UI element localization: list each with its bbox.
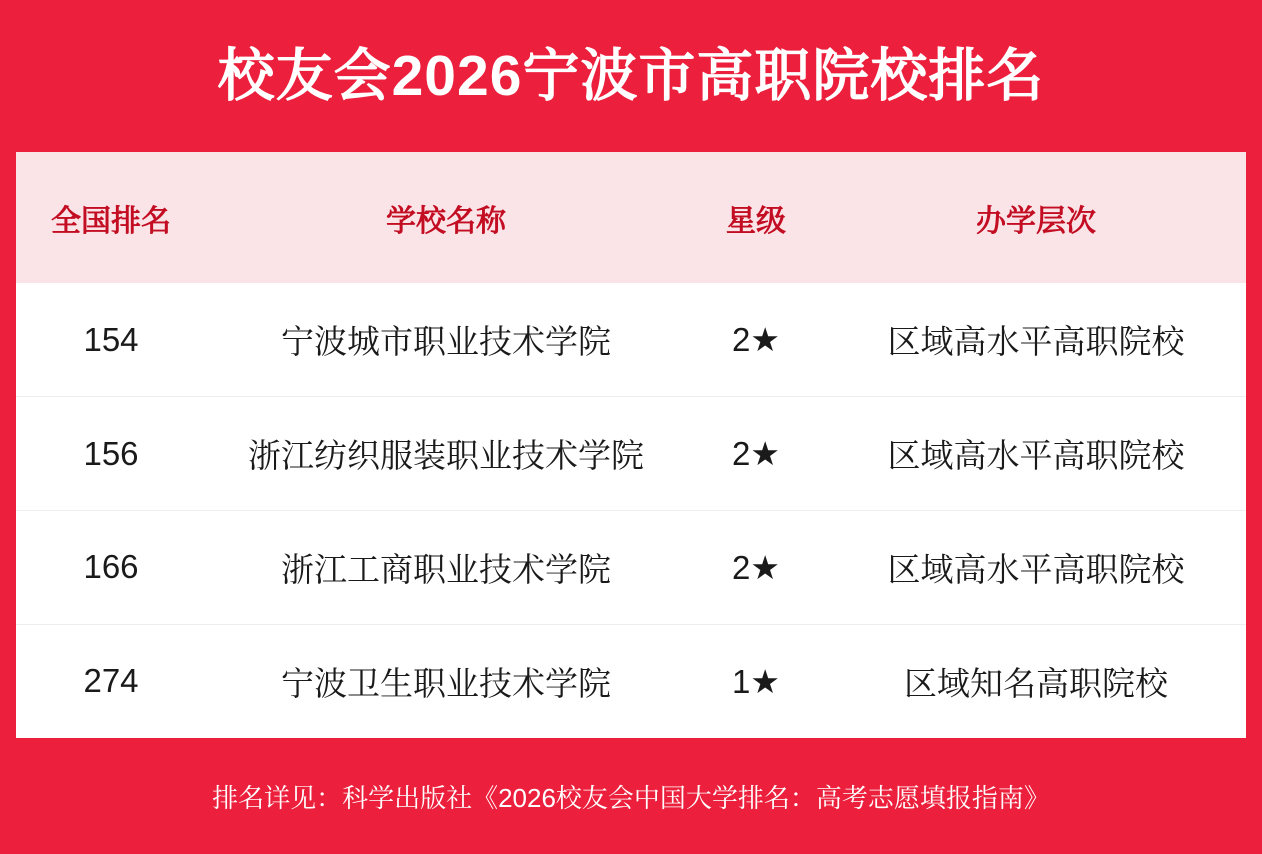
cell-rank: 274	[83, 662, 139, 700]
cell-star-rating: 2★	[732, 548, 780, 586]
cell-star-rating: 2★	[732, 435, 780, 473]
cell-level: 区域高水平高职院校	[887, 323, 1185, 361]
ranking-table-container	[16, 152, 1246, 738]
cell-school-name: 浙江纺织服装职业技术学院	[248, 437, 644, 475]
table-header	[16, 152, 1246, 283]
column-header-name: 学校名称	[386, 204, 506, 238]
cell-star-rating: 2★	[732, 321, 780, 359]
table-body	[16, 283, 1246, 738]
table-row	[16, 397, 1246, 511]
table-row	[16, 624, 1246, 738]
cell-school-name: 宁波城市职业技术学院	[281, 323, 611, 361]
cell-rank: 166	[83, 548, 139, 586]
column-header-level: 办学层次	[976, 204, 1096, 238]
table-header-row	[16, 152, 1246, 283]
title-bar	[0, 0, 1262, 152]
table-row	[16, 511, 1246, 625]
column-header-rank: 全国排名	[51, 204, 171, 238]
ranking-table	[16, 152, 1246, 738]
page-title: 校友会2026宁波市高职院校排名	[217, 43, 1045, 108]
cell-school-name: 宁波卫生职业技术学院	[281, 664, 611, 702]
cell-level: 区域高水平高职院校	[887, 437, 1185, 475]
cell-school-name: 浙江工商职业技术学院	[281, 550, 611, 588]
footer-bar	[0, 738, 1262, 854]
cell-star-rating: 1★	[732, 662, 780, 700]
column-header-star: 星级	[726, 204, 786, 238]
cell-rank: 156	[83, 434, 139, 472]
cell-rank: 154	[83, 320, 139, 358]
footer-note: 排名详见：科学出版社《2026校友会中国大学排名：高考志愿填报指南》	[212, 782, 1050, 813]
table-row	[16, 283, 1246, 397]
cell-level: 区域知名高职院校	[904, 664, 1168, 702]
cell-level: 区域高水平高职院校	[887, 550, 1185, 588]
